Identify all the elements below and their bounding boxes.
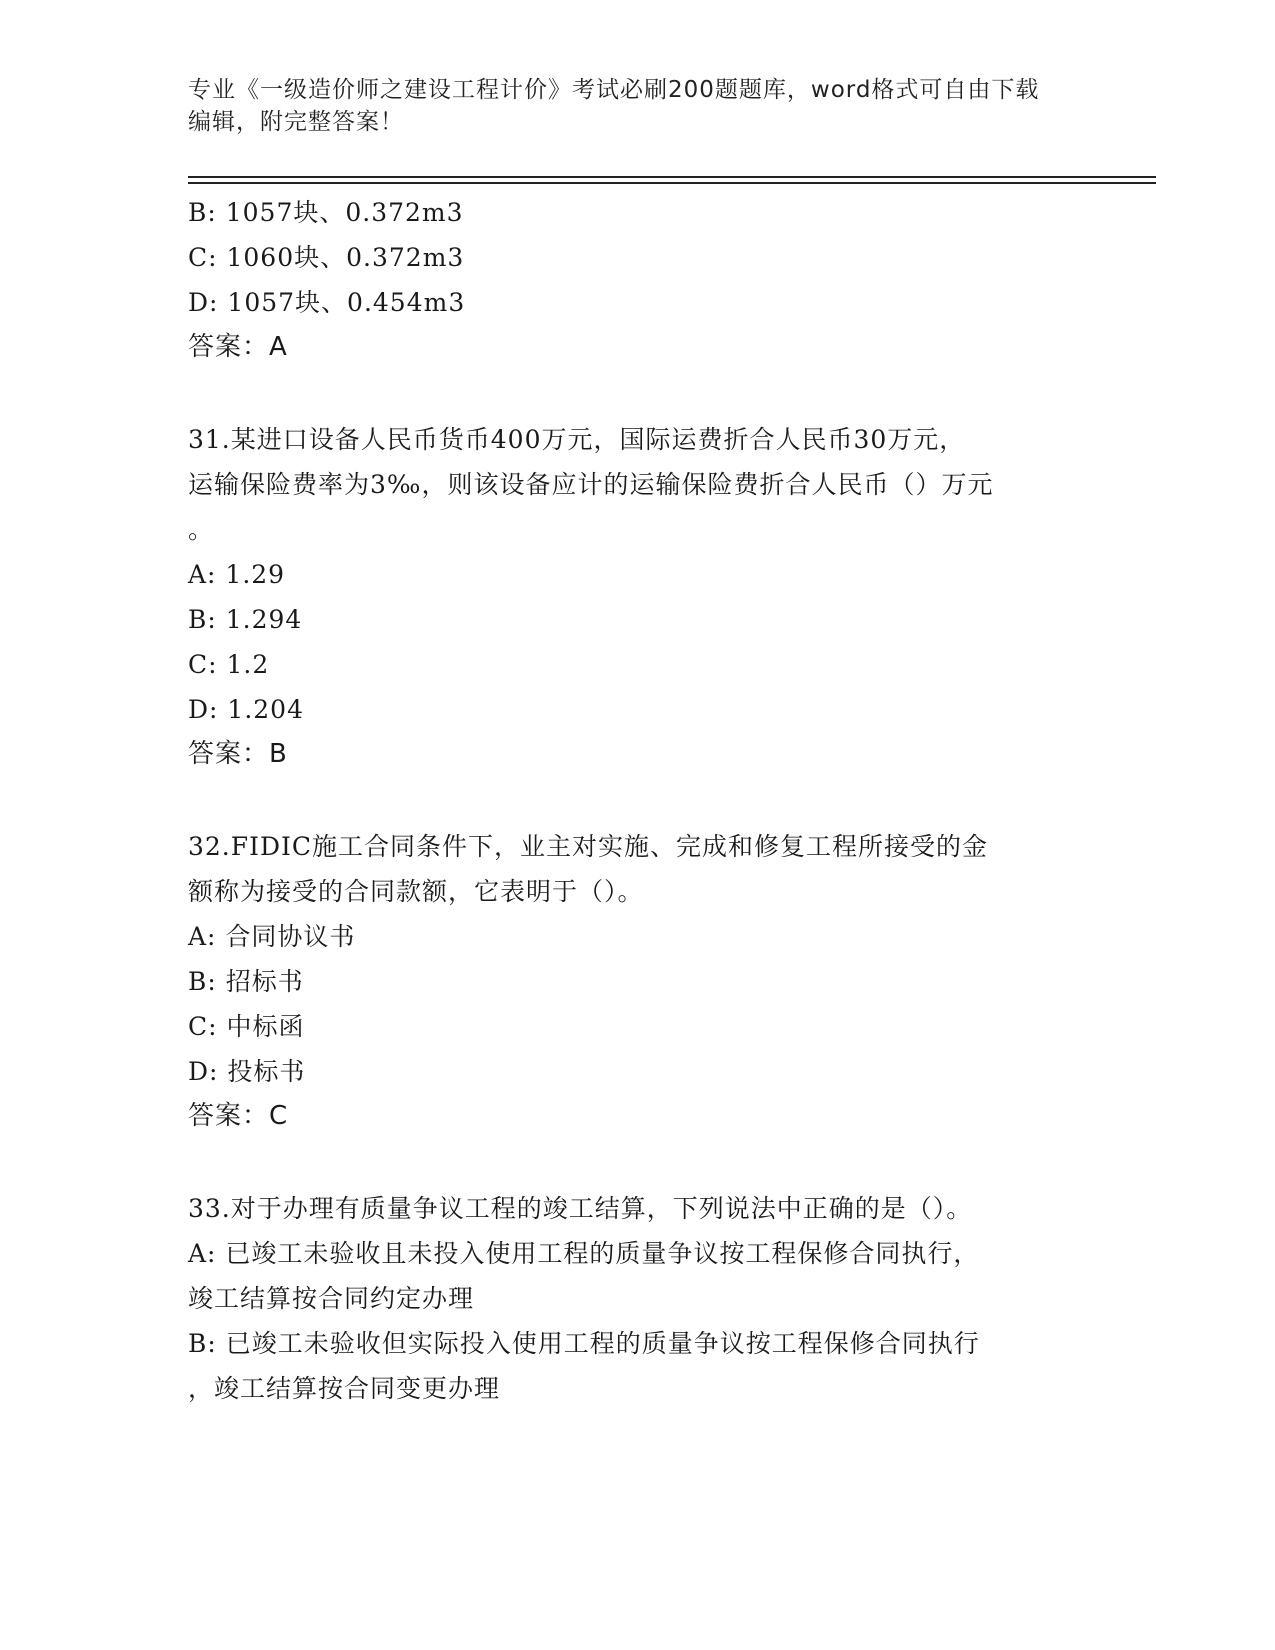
- option-b-line: ，竣工结算按合同变更办理: [188, 1374, 501, 1403]
- header-line-2: 编辑，附完整答案！: [188, 109, 404, 135]
- option-a: A: 1.29: [188, 560, 286, 589]
- option-d: D: 1057块、0.454m3: [188, 288, 466, 317]
- header-line-1: 专业《一级造价师之建设工程计价》考试必刷200题题库，word格式可自由下载: [188, 77, 1040, 103]
- prev-question: [188, 190, 1088, 370]
- header-rule-top: [188, 176, 1156, 178]
- header-rule-bottom: [188, 182, 1156, 184]
- option-a: A: 合同协议书: [188, 922, 356, 951]
- option-a-line: A: 已竣工未验收且未投入使用工程的质量争议按工程保修合同执行，: [188, 1239, 980, 1268]
- answer: 答案：C: [188, 1101, 289, 1131]
- question-stem-line: 。: [188, 515, 215, 544]
- option-b: B: 招标书: [188, 967, 304, 996]
- document-header: [188, 74, 1088, 138]
- question-stem-line: 31.某进口设备人民币货币400万元，国际运费折合人民币30万元，: [188, 425, 966, 454]
- option-b-line: B: 已竣工未验收但实际投入使用工程的质量争议按工程保修合同执行: [188, 1329, 980, 1358]
- option-d: D: 投标书: [188, 1057, 306, 1086]
- answer: 答案：B: [188, 739, 288, 769]
- question-32: [188, 824, 1088, 1139]
- question-stem-line: 额称为接受的合同款额，它表明于（）。: [188, 877, 644, 906]
- option-d: D: 1.204: [188, 695, 304, 724]
- option-c: C: 中标函: [188, 1012, 305, 1041]
- question-stem-line: 运输保险费率为3‰，则该设备应计的运输保险费折合人民币（）万元: [188, 470, 994, 499]
- question-stem-line: 33.对于办理有质量争议工程的竣工结算，下列说法中正确的是（）。: [188, 1194, 973, 1223]
- question-stem-line: 32.FIDIC施工合同条件下，业主对实施、完成和修复工程所接受的金: [188, 832, 989, 861]
- question-31: [188, 417, 1088, 777]
- question-33: [188, 1186, 1088, 1411]
- answer: 答案：A: [188, 332, 288, 362]
- option-b: B: 1057块、0.372m3: [188, 198, 464, 227]
- option-c: C: 1.2: [188, 650, 270, 679]
- option-b: B: 1.294: [188, 605, 303, 634]
- option-a-line: 竣工结算按合同约定办理: [188, 1284, 475, 1313]
- option-c: C: 1060块、0.372m3: [188, 243, 465, 272]
- question-content: [188, 190, 1088, 1411]
